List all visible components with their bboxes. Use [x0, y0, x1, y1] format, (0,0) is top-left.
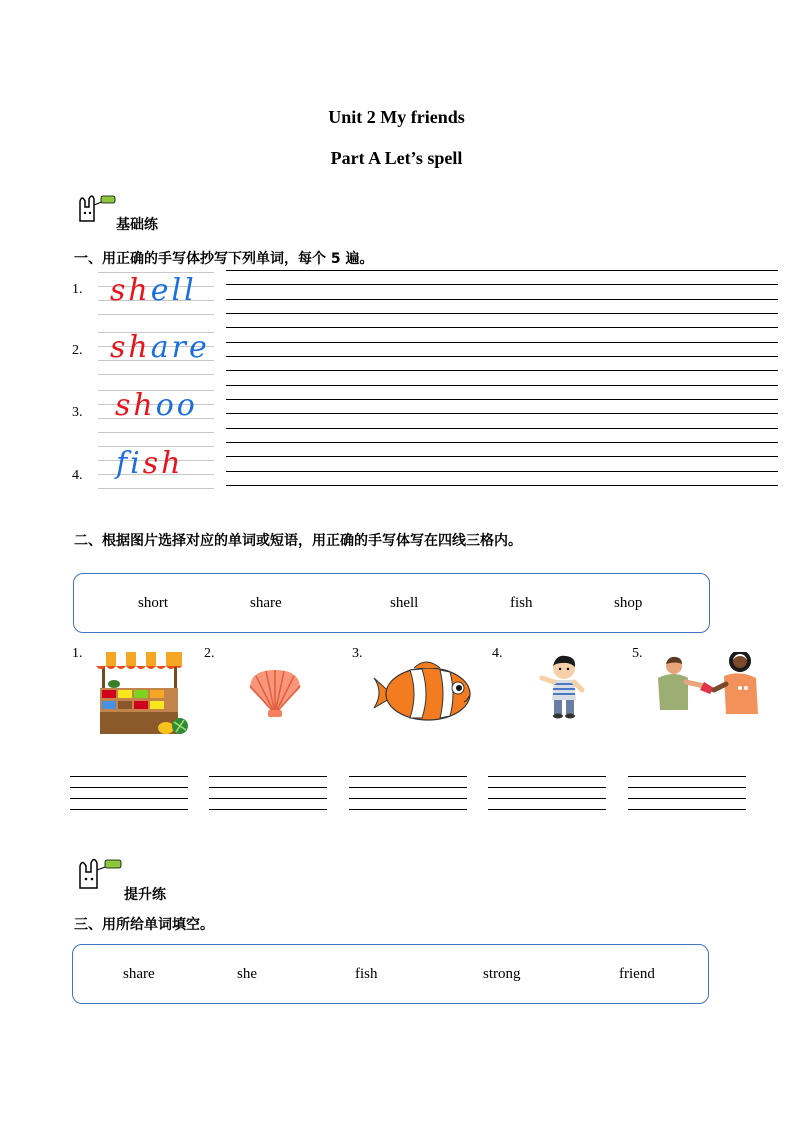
q1-word-shell: shell	[110, 273, 197, 308]
shell-image	[246, 666, 304, 718]
q2-word-bank	[73, 573, 710, 633]
fish-image	[370, 656, 474, 728]
q2-answer-lines[interactable]	[70, 776, 188, 810]
word-bank-item: fish	[510, 595, 533, 611]
q3-word-bank	[72, 944, 709, 1004]
word-bank-item: friend	[619, 966, 655, 982]
q1-instruction: 一、用正确的手写体抄写下列单词，每个 5 遍。	[74, 251, 374, 267]
q1-word-fish: fish	[116, 446, 184, 481]
q1-word-share: share	[110, 330, 210, 365]
q2-item-number: 3.	[352, 646, 363, 661]
page-title: Unit 2 My friends	[328, 107, 465, 127]
q1-item-number: 3.	[72, 405, 83, 420]
q1-item-number: 4.	[72, 468, 83, 483]
q2-answer-lines[interactable]	[349, 776, 467, 810]
q3-instruction: 三、用所给单词填空。	[74, 917, 214, 933]
q1-word-shoo: shoo	[115, 388, 198, 423]
q1-writing-area[interactable]	[226, 270, 778, 488]
q1-item-number: 2.	[72, 343, 83, 358]
q1-item-number: 1.	[72, 282, 83, 297]
boy-image	[536, 654, 592, 722]
word-bank-item: strong	[483, 966, 521, 982]
word-bank-item: fish	[355, 966, 378, 982]
rabbit-icon	[74, 193, 116, 223]
q2-item-number: 5.	[632, 646, 643, 661]
q2-answer-lines[interactable]	[628, 776, 746, 810]
section-advanced-label: 提升练	[124, 887, 166, 903]
section-basic-label: 基础练	[116, 217, 158, 233]
share-image	[652, 652, 764, 724]
word-bank-item: shell	[390, 595, 419, 611]
q2-answer-lines[interactable]	[488, 776, 606, 810]
rabbit-icon	[74, 856, 122, 890]
word-bank-item: she	[237, 966, 257, 982]
q2-item-number: 4.	[492, 646, 503, 661]
word-bank-item: share	[123, 966, 155, 982]
word-bank-item: short	[138, 595, 168, 611]
q2-item-number: 2.	[204, 646, 215, 661]
word-bank-item: share	[250, 595, 282, 611]
page-subtitle: Part A Let’s spell	[330, 148, 463, 168]
shop-stall-image	[94, 648, 192, 738]
q2-item-number: 1.	[72, 646, 83, 661]
q2-answer-lines[interactable]	[209, 776, 327, 810]
word-bank-item: shop	[614, 595, 643, 611]
q2-instruction: 二、根据图片选择对应的单词或短语，用正确的手写体写在四线三格内。	[74, 533, 522, 549]
